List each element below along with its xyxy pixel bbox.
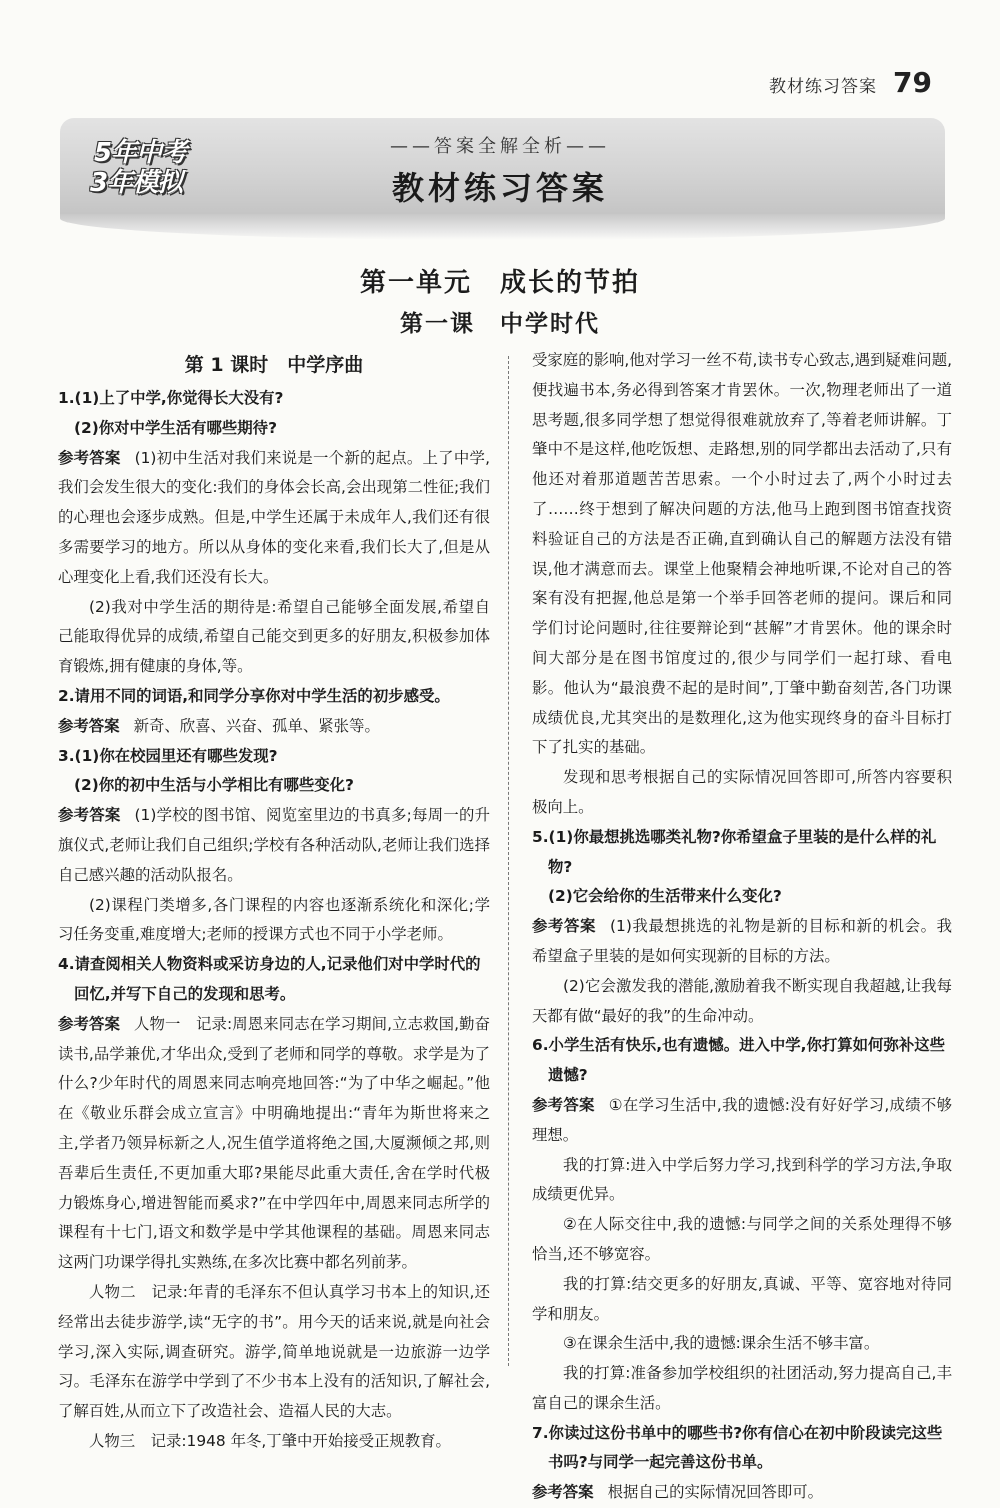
- answer-label: 参考答案: [58, 448, 121, 467]
- answer-label: 参考答案: [532, 1095, 595, 1114]
- discovery-note: 发现和思考根据自己的实际情况回答即可,所答内容要积极向上。: [532, 768, 952, 816]
- answer-1-part-2: (2)我对中学生活的期待是:希望自己能够全面发展,希望自己能取得优异的成绩,希望自己能交到更多的好朋友,积极参加体育锻炼,拥有健康的身体,等。: [58, 597, 490, 676]
- answer-7: [532, 1478, 952, 1508]
- answer-4-person-2: 人物二 记录:年青的毛泽东不但认真学习书本上的知识,还经常出去徒步游学,读“无字的书”。用今天的话来说,就是向社会学习,深入实际,调查研究。游学,简单地说就是一边旅游一边学习。毛泽东在游学中学到了不少书本上没有的活知识,了解社会,了解百姓,从而立下了改造社会、造福人民的大志。: [58, 1282, 490, 1421]
- question-5-part-2: (2)它会给你的生活带来什么变化?: [548, 887, 782, 906]
- answer-label: 参考答案: [58, 806, 121, 825]
- banner-title: 教材练习答案: [391, 169, 608, 207]
- answer-6-regret-2: ②在人际交往中,我的遗憾:与同学之间的关系处理得不够恰当,还不够宽容。: [532, 1215, 952, 1263]
- section-title: 第 1 课时 中学序曲: [184, 354, 364, 376]
- question-7: 7.你读过这份书单中的哪些书?你有信心在初中阶段读完这些书吗?与同学一起完善这份书单。: [532, 1423, 943, 1472]
- answer-4: [58, 1010, 490, 1278]
- answer-1-text: (1)初中生活对我们来说是一个新的起点。上了中学,我们会发生很大的变化:我们的身体会长高,会出现第二性征;我们的心理也会逐步成熟。但是,中学生还属于未成年人,我们还有很多需要学习的地方。所以从身体的变化来看,我们长大了,但是从心理变化上看,我们还没有长大。: [58, 448, 490, 586]
- left-column: [58, 350, 490, 1457]
- question-5: 5.(1)你最想挑选哪类礼物?你希望盒子里装的是什么样的礼物?: [532, 827, 937, 876]
- banner-subtitle: ——答案全解全析——: [390, 136, 610, 157]
- answer-2-text: 新奇、欣喜、兴奋、孤单、紧张等。: [133, 716, 380, 735]
- answer-6-plan-1: 我的打算:进入中学后努力学习,找到科学的学习方法,争取成绩更优异。: [532, 1155, 952, 1204]
- answer-7-text: 根据自己的实际情况回答即可。: [607, 1483, 824, 1502]
- question-1: 1.(1)上了中学,你觉得长大没有?: [58, 389, 284, 407]
- logo-line-1: 5年中考: [94, 138, 187, 168]
- answer-3-text: (1)学校的图书馆、阅览室里边的书真多;每周一的升旗仪式,老师让我们自己组织;学校有各种活动队,老师让我们选择自己感兴趣的活动队报名。: [58, 806, 490, 884]
- question-2: 2.请用不同的词语,和同学分享你对中学生活的初步感受。: [58, 686, 450, 705]
- answer-3-part-2: (2)课程门类增多,各门课程的内容也逐渐系统化和深化;学习任务变重,难度增大;老师的授课方式也不同于小学老师。: [58, 895, 490, 944]
- answer-6: [532, 1091, 952, 1151]
- answer-6-plan-2: 我的打算:结交更多的好朋友,真诚、平等、宽容地对待同学和朋友。: [532, 1274, 952, 1323]
- answer-5-text: (1)我最想挑选的礼物是新的目标和新的机会。我希望盒子里装的是如何实现新的目标的方法。: [532, 917, 952, 965]
- continued-paragraph: 受家庭的影响,他对学习一丝不苟,读书专心致志,遇到疑难问题,便找遍书本,务必得到答案才肯罢休。一次,物理老师出了一道思考题,很多同学想了想觉得很难就放弃了,等着老师讲解。丁肇中不是这样,他吃饭想、走路想,别的同学都出去活动了,只有他还对着那道题苦苦思索。一个小时过去了,两个小时过去了……终于想到了解决问题的方法,他马上跑到图书馆查找资料验证自己的方法是否正确,直到确认自己的解题方法没有错误,他才满意而去。课堂上他聚精会神地听课,不论对自己的答案有没有把握,他总是第一个举手回答老师的提问。课后和同学们讨论问题时,往往要辩论到“甚解”才肯罢休。他的课余时间大部分是在图书馆度过的,很少与同学们一起打球、看电影。他认为“最浪费不起的是时间”,丁肇中勤奋刻苦,各门功课成绩优良,尤其突出的是数理化,这为他实现终身的奋斗目标打下了扎实的基础。: [532, 351, 952, 757]
- question-6: 6.小学生活有快乐,也有遗憾。进入中学,你打算如何弥补这些遗憾?: [532, 1036, 946, 1085]
- unit-title: 第一单元 成长的节拍: [359, 268, 640, 298]
- question-4: 4.请查阅相关人物资料或采访身边的人,记录他们对中学时代的回忆,并写下自己的发现和思考。: [58, 955, 481, 1003]
- answer-1: [58, 444, 490, 593]
- answer-3: [58, 801, 490, 890]
- answer-5-part-2: (2)它会激发我的潜能,激励着我不断实现自我超越,让我每天都有做“最好的我”的生命冲动。: [532, 976, 952, 1025]
- column-divider: [508, 356, 509, 1366]
- question-3-part-2: (2)你的初中生活与小学相比有哪些变化?: [74, 776, 354, 795]
- right-column: [532, 346, 952, 1508]
- question-3: 3.(1)你在校园里还有哪些发现?: [58, 746, 278, 765]
- answer-6-plan-3: 我的打算:准备参加学校组织的社团活动,努力提高自己,丰富自己的课余生活。: [532, 1364, 952, 1412]
- answer-label: 参考答案: [532, 1483, 594, 1502]
- header-label: 教材练习答案: [769, 77, 878, 97]
- answer-label: 参考答案: [58, 1014, 120, 1033]
- answer-label: 参考答案: [532, 917, 597, 936]
- answer-6-text: ①在学习生活中,我的遗憾:没有好好学习,成绩不够理想。: [532, 1095, 952, 1144]
- answer-5: [532, 912, 952, 972]
- question-1-part-2: (2)你对中学生活有哪些期待?: [74, 418, 278, 437]
- answer-4-text: 人物一 记录:周恩来同志在学习期间,立志救国,勤奋读书,品学兼优,才华出众,受到了老师和同学的尊敬。求学是为了什么?少年时代的周恩来同志响亮地回答:“为了中华之崛起。”他在《敬业乐群会成立宣言》中明确地提出:“青年为斯世将来之主,学者乃领异标新之人,况生值学道将绝之国,大厦濒倾之邦,则吾辈后生责任,不更加重大耶?果能尽此重大责任,舍在学时代极力锻炼身心,增进智能而奚求?”在中学四年中,周恩来同志所学的课程有十七门,语文和数学是中学其他课程的基础。周恩来同志这两门功课学得扎实熟练,在多次比赛中都名列前茅。: [58, 1014, 490, 1272]
- answer-label: 参考答案: [58, 716, 120, 735]
- banner-curve: [60, 214, 945, 240]
- logo-line-2: 3年模拟: [90, 168, 183, 198]
- answer-2: [58, 712, 490, 742]
- answer-4-person-3: 人物三 记录:1948 年冬,丁肇中开始接受正规教育。: [89, 1431, 451, 1450]
- running-header: [769, 66, 932, 99]
- page-number: 79: [893, 66, 932, 99]
- answer-6-regret-3: ③在课余生活中,我的遗憾:课余生活不够丰富。: [563, 1334, 880, 1353]
- lesson-title: 第一课 中学时代: [400, 311, 600, 337]
